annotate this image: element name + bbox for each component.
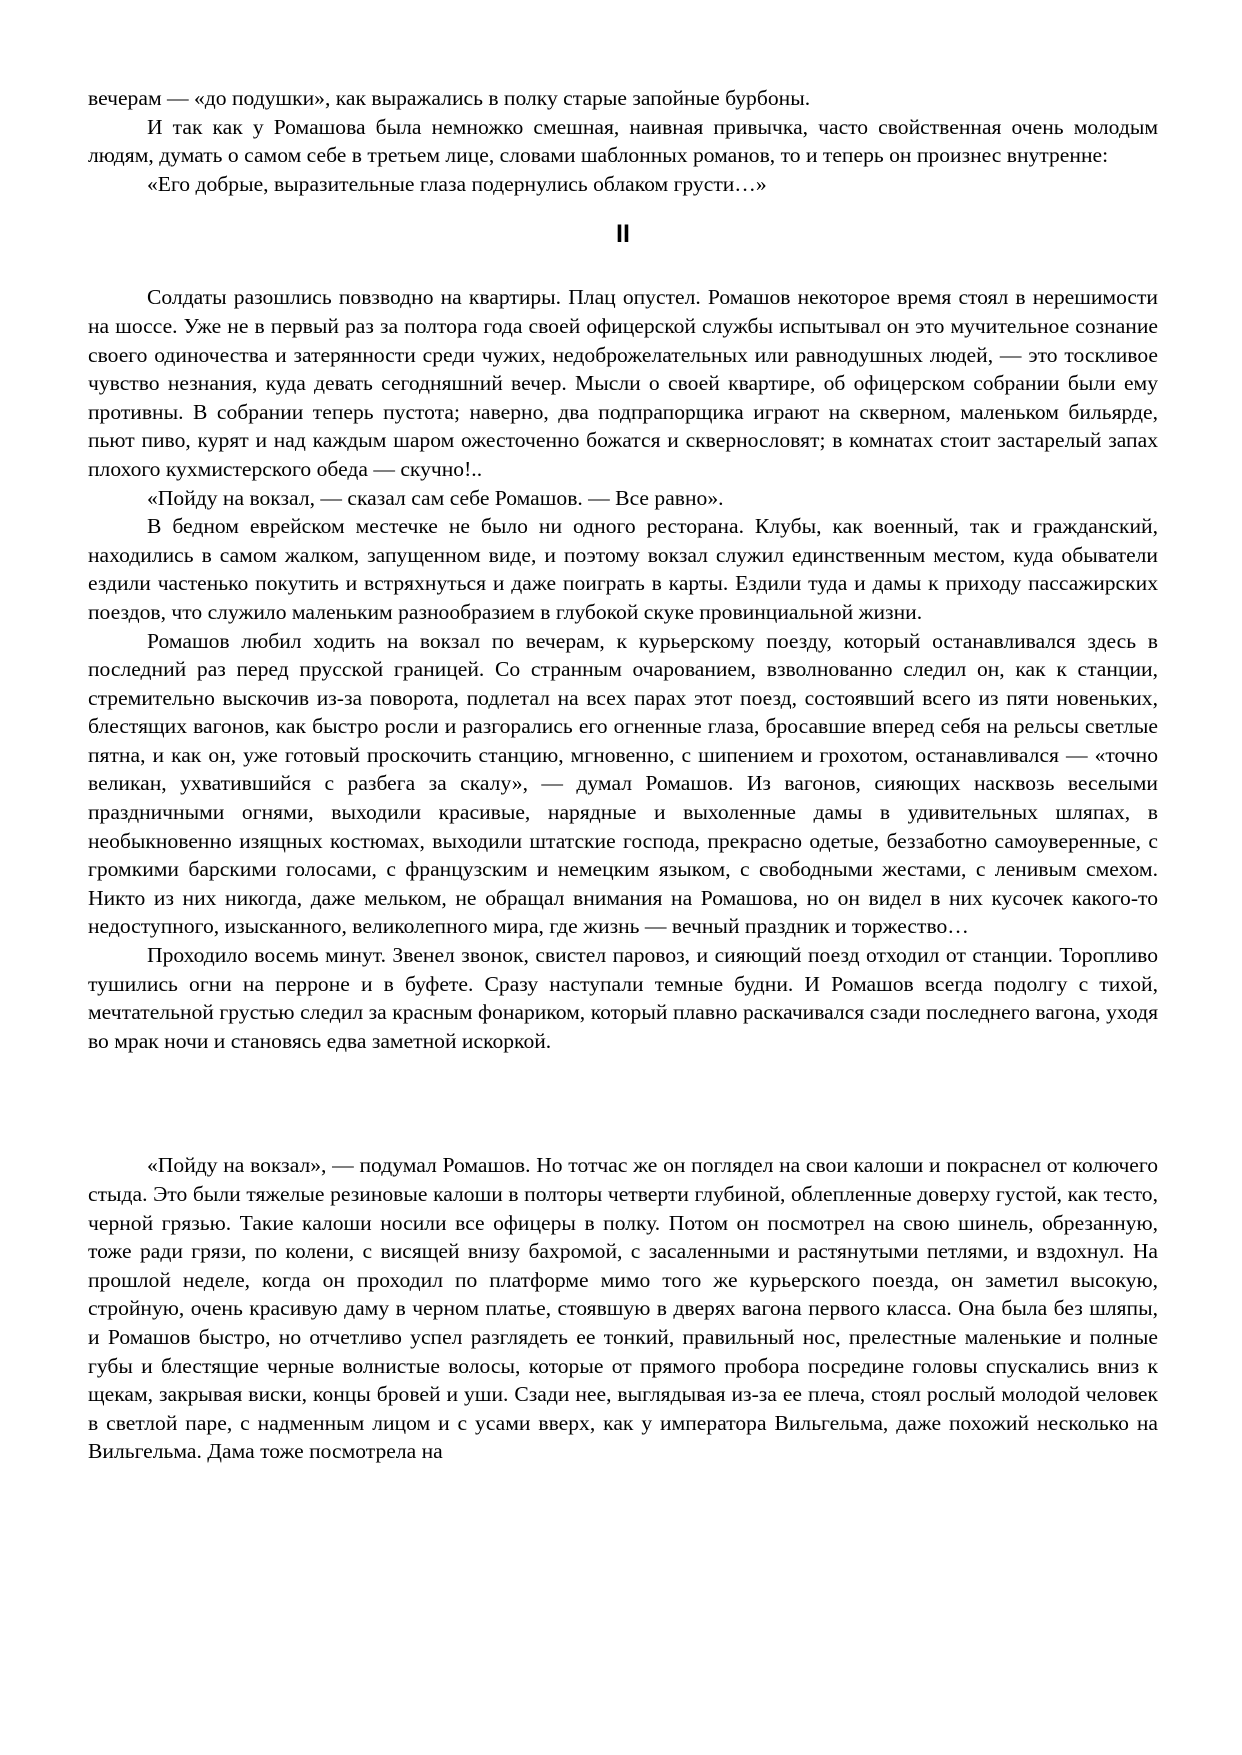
paragraph: «Его добрые, выразительные глаза подернулись облаком грусти…» [147, 171, 767, 196]
paragraph-continued: вечерам — «до подушки», как выражались в полку старые запойные бурбоны. [88, 86, 811, 110]
paragraph: «Пойду на вокзал», — подумал Ромашов. Но тотчас же он поглядел на свои калоши и покраснел от колючего стыда. Это были тяжелые резиновые калоши в полторы четверти глубиной, облепленные доверху густой, как тесто, черной грязью. Такие калоши носили все офицеры в полку. Потом он посмотрел на свою шинель, обрезанную, тоже ради грязи, по колени, с висящей внизу бахромой, с засаленными и растянутыми петлями, и вздохнул. На прошлой неделе, когда он проходил по платформе мимо того же курьерского поезда, он заметил высокую, стройную, очень красивую даму в черном платье, стоявшую в дверях вагона первого класса. Она была без шляпы, и Ромашов быстро, но отчетливо успел разглядеть ее тонкий, правильный нос, прелестные маленькие и полные губы и блестящие черные волнистые волосы, которые от прямого пробора посредине головы спускались вниз к щекам, закрывая виски, концы бровей и уши. Сзади нее, выглядывая из-за ее плеча, стоял рослый молодой человек в светлой паре, с надменным лицом и с усами вверх, как у императора Вильгельма, даже похожий несколько на Вильгельма. Дама тоже посмотрела на [88, 1153, 1158, 1464]
document-page [88, 84, 1158, 1466]
paragraph: Проходило восемь минут. Звенел звонок, свистел паровоз, и сияющий поезд отходил от станции. Торопливо тушились огни на перроне и в буфете. Сразу наступали темные будни. И Ромашов всегда подолгу с тихой, мечтательной грустью следил за красным фонариком, который плавно раскачивался сзади последнего вагона, уходя во мрак ночи и становясь едва заметной искоркой. [88, 943, 1158, 1053]
paragraph: В бедном еврейском местечке не было ни одного ресторана. Клубы, как военный, так и гражданский, находились в самом жалком, запущенном виде, и поэтому вокзал служил единственным местом, куда обыватели ездили частенько покутить и встряхнуться и даже поиграть в карты. Ездили туда и дамы к приходу пассажирских поездов, что служило маленьким разнообразием в глубокой скуке провинциальной жизни. [88, 514, 1158, 624]
section-break [88, 1055, 1158, 1151]
paragraph: Ромашов любил ходить на вокзал по вечерам, к курьерскому поезду, который останавливался здесь в последний раз перед прусской границей. Со странным очарованием, взволнованно следил он, как к станции, стремительно выскочив из-за поворота, подлетал на всех парах этот поезд, состоявший всего из пяти новеньких, блестящих вагонов, как быстро росли и разгорались его огненные глаза, бросавшие вперед себя на рельсы светлые пятна, и как он, уже готовый проскочить станцию, мгновенно, с шипением и грохотом, останавливался — «точно великан, ухватившийся с разбега за скалу», — думал Ромашов. Из вагонов, сияющих насквозь веселыми праздничными огнями, выходили красивые, нарядные и выхоленные дамы в удивительных шляпах, в необыкновенно изящных костюмах, выходили штатские господа, прекрасно одетые, беззаботно самоуверенные, с громкими барскими голосами, с французским и немецким языком, с свободными жестами, с ленивым смехом. Никто из них никогда, даже мельком, не обращал внимания на Ромашова, но он видел в них кусочек какого-то недоступного, изысканного, великолепного мира, где жизнь — вечный праздник и торжество… [88, 628, 1158, 939]
paragraph: «Пойду на вокзал, — сказал сам себе Ромашов. — Все равно». [147, 485, 724, 510]
paragraph: И так как у Ромашова была немножко смешная, наивная привычка, часто свойственная очень молодым людям, думать о самом себе в третьем лице, словами шаблонных романов, то и теперь он произнес внутренне: [88, 114, 1158, 168]
chapter-heading: II [616, 220, 630, 249]
paragraph: Солдаты разошлись повзводно на квартиры. Плац опустел. Ромашов некоторое время стоял в нерешимости на шоссе. Уже не в первый раз за полтора года своей офицерской службы испытывал он это мучительное сознание своего одиночества и затерянности среди чужих, недоброжелательных или равнодушных людей, — это тоскливое чувство незнания, куда девать сегодняшний вечер. Мысли о своей квартире, об офицерском собрании были ему противны. В собрании теперь пустота; наверно, два подпрапорщика играют на скверном, маленьком бильярде, пьют пиво, курят и над каждым шаром ожесточенно божатся и сквернословят; в комнатах стоит застарелый запах плохого кухмистерского обеда — скучно!.. [88, 285, 1158, 481]
